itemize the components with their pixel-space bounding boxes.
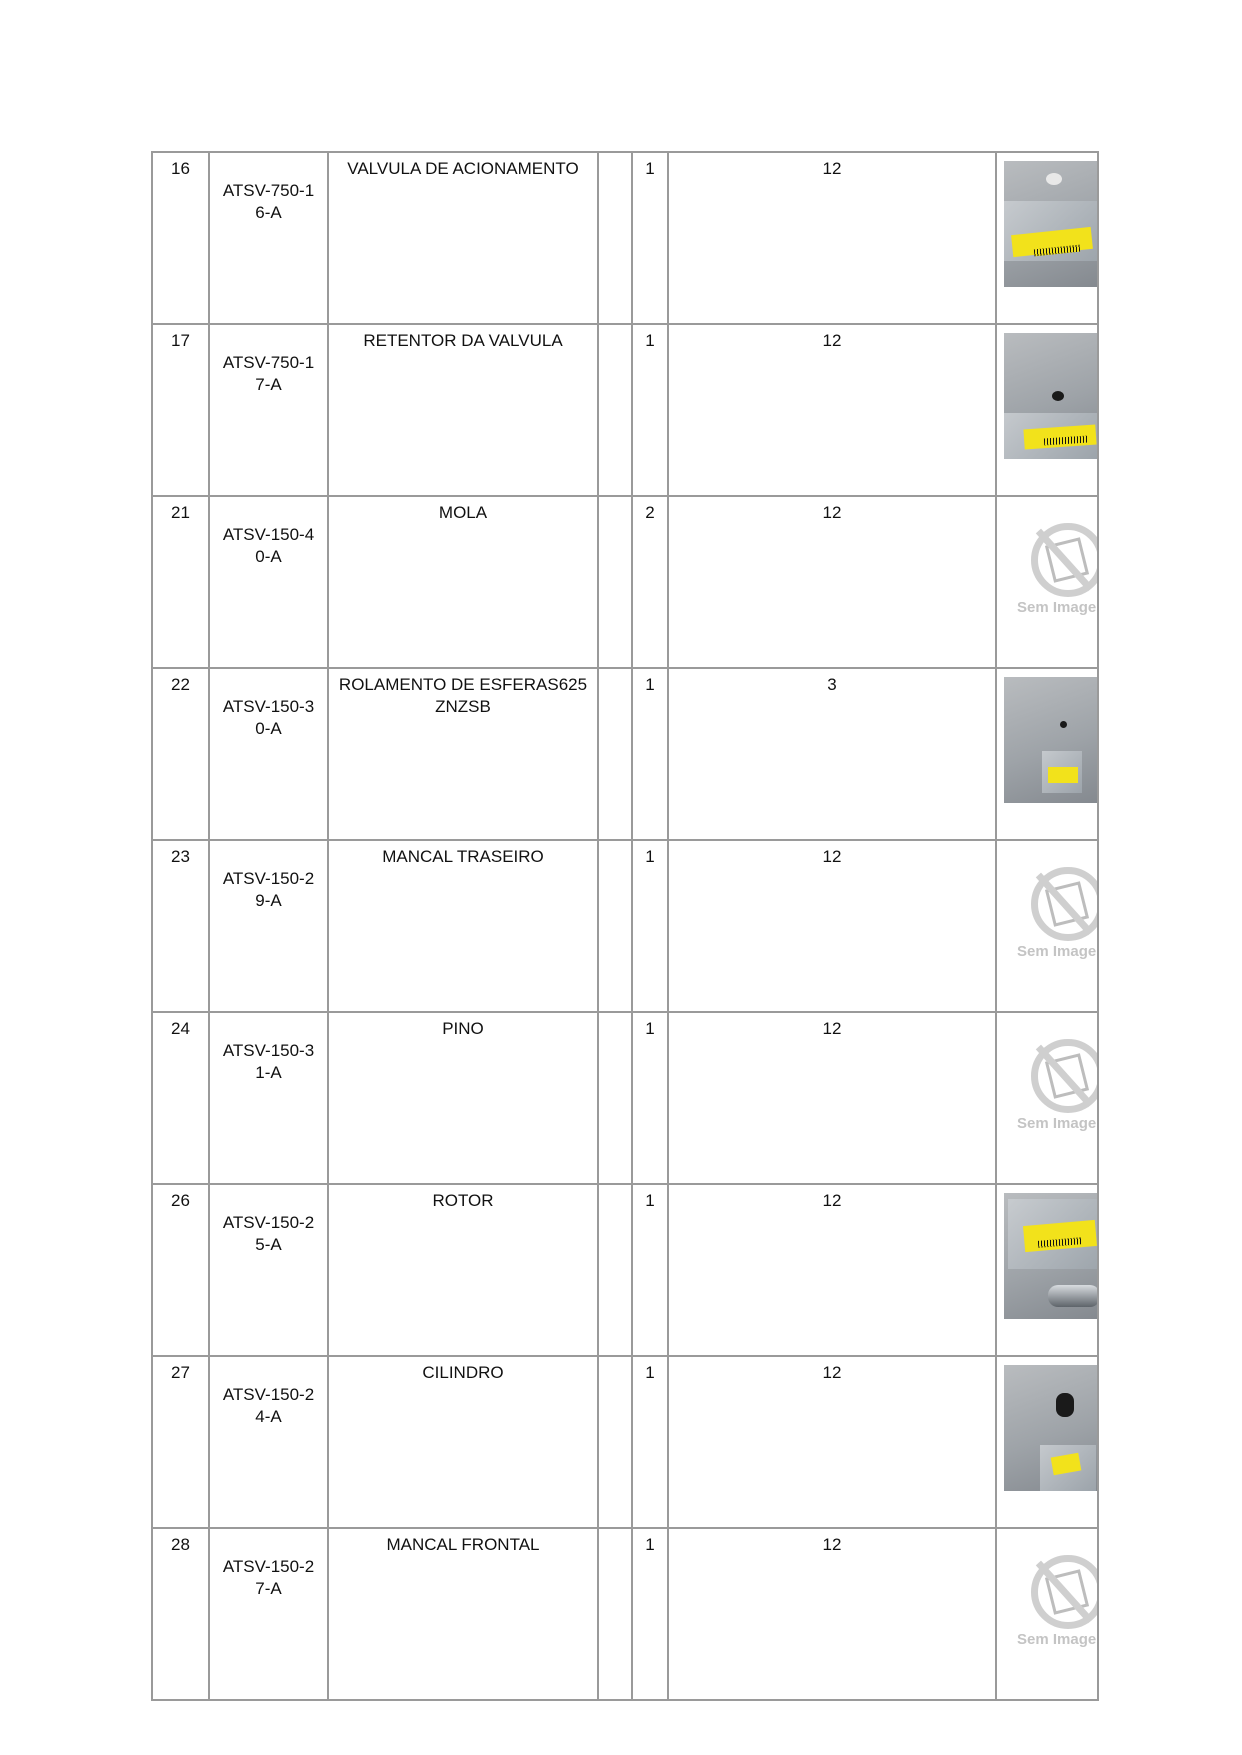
quantity: 1 (645, 331, 655, 350)
part-code-cell (209, 496, 328, 668)
part-code: ATSV-150-29-A (222, 869, 315, 910)
part-code: ATSV-750-16-A (222, 181, 315, 222)
image-cell (996, 1356, 1098, 1528)
amount: 12 (822, 1019, 842, 1038)
amount-cell (668, 1528, 996, 1700)
part-description: MANCAL TRASEIRO (382, 847, 544, 866)
description-cell (328, 1184, 598, 1356)
quantity: 1 (645, 675, 655, 694)
no-image-text: Sem Image (1017, 1631, 1097, 1648)
blank-cell (598, 152, 632, 324)
part-description: ROTOR (432, 1191, 494, 1210)
part-description: RETENTOR DA VALVULA (363, 331, 563, 350)
amount-cell (668, 1356, 996, 1528)
table-row (152, 1528, 1098, 1700)
amount: 12 (822, 847, 842, 866)
description-cell (328, 1528, 598, 1700)
table-row (152, 496, 1098, 668)
description-cell (328, 1356, 598, 1528)
part-description: MOLA (438, 503, 488, 522)
item-number-cell (152, 152, 209, 324)
table-row (152, 840, 1098, 1012)
item-number: 22 (171, 675, 190, 694)
description-cell (328, 496, 598, 668)
quantity: 2 (645, 503, 655, 522)
item-number-cell (152, 668, 209, 840)
amount: 12 (822, 1363, 842, 1382)
part-code-cell (209, 152, 328, 324)
item-number: 17 (171, 331, 190, 350)
quantity-cell (632, 496, 668, 668)
item-number-cell (152, 1184, 209, 1356)
item-number: 23 (171, 847, 190, 866)
part-code: ATSV-150-31-A (222, 1041, 315, 1082)
no-image-text: Sem Image (1017, 599, 1097, 616)
amount-cell (668, 1184, 996, 1356)
quantity-cell (632, 152, 668, 324)
parts-table (151, 151, 1099, 1701)
item-number: 24 (171, 1019, 190, 1038)
item-number-cell (152, 1528, 209, 1700)
quantity-cell (632, 668, 668, 840)
amount: 3 (827, 675, 837, 694)
part-description: ROLAMENTO DE ESFERAS625ZNZSB (338, 675, 588, 716)
item-number-cell (152, 496, 209, 668)
part-code-cell (209, 1012, 328, 1184)
item-number-cell (152, 840, 209, 1012)
item-number: 26 (171, 1191, 190, 1210)
description-cell (328, 668, 598, 840)
blank-cell (598, 496, 632, 668)
quantity-cell (632, 324, 668, 496)
table-row (152, 668, 1098, 840)
part-code: ATSV-150-25-A (222, 1213, 315, 1254)
part-code: ATSV-150-40-A (222, 525, 315, 566)
blank-cell (598, 1356, 632, 1528)
item-number-cell (152, 1356, 209, 1528)
image-cell (996, 840, 1098, 1012)
image-cell (996, 668, 1098, 840)
amount-cell (668, 496, 996, 668)
quantity-cell (632, 1528, 668, 1700)
no-image-placeholder (1017, 523, 1098, 623)
image-cell (996, 1184, 1098, 1356)
blank-cell (598, 1184, 632, 1356)
part-photo (1004, 161, 1098, 287)
quantity: 1 (645, 1019, 655, 1038)
blank-cell (598, 1012, 632, 1184)
part-code: ATSV-750-17-A (222, 353, 315, 394)
image-cell (996, 1012, 1098, 1184)
description-cell (328, 840, 598, 1012)
part-code-cell (209, 1528, 328, 1700)
table-row (152, 324, 1098, 496)
part-photo (1004, 1365, 1098, 1491)
description-cell (328, 324, 598, 496)
quantity-cell (632, 1012, 668, 1184)
part-description: VALVULA DE ACIONAMENTO (347, 159, 579, 178)
part-description: CILINDRO (422, 1363, 504, 1382)
blank-cell (598, 324, 632, 496)
item-number: 16 (171, 159, 190, 178)
part-photo (1004, 333, 1098, 459)
part-code-cell (209, 1356, 328, 1528)
image-cell (996, 324, 1098, 496)
item-number: 21 (171, 503, 190, 522)
part-photo (1004, 677, 1098, 803)
blank-cell (598, 668, 632, 840)
quantity: 1 (645, 159, 655, 178)
image-cell (996, 152, 1098, 324)
amount: 12 (822, 1535, 842, 1554)
part-code: ATSV-150-27-A (222, 1557, 315, 1598)
item-number-cell (152, 324, 209, 496)
quantity-cell (632, 1184, 668, 1356)
amount: 12 (822, 503, 842, 522)
blank-cell (598, 840, 632, 1012)
part-description: PINO (442, 1019, 484, 1038)
table-row (152, 1356, 1098, 1528)
quantity-cell (632, 840, 668, 1012)
part-code-cell (209, 840, 328, 1012)
amount-cell (668, 324, 996, 496)
amount-cell (668, 840, 996, 1012)
no-image-placeholder (1017, 1555, 1098, 1655)
quantity-cell (632, 1356, 668, 1528)
blank-cell (598, 1528, 632, 1700)
quantity: 1 (645, 1363, 655, 1382)
part-description: MANCAL FRONTAL (386, 1535, 540, 1554)
amount-cell (668, 1012, 996, 1184)
no-image-text: Sem Image (1017, 943, 1097, 960)
image-cell (996, 1528, 1098, 1700)
item-number: 28 (171, 1535, 190, 1554)
quantity: 1 (645, 847, 655, 866)
description-cell (328, 152, 598, 324)
part-code: ATSV-150-30-A (222, 697, 315, 738)
amount-cell (668, 152, 996, 324)
parts-table-body (152, 152, 1098, 1700)
part-code: ATSV-150-24-A (222, 1385, 315, 1426)
part-code-cell (209, 668, 328, 840)
parts-sheet (151, 151, 1099, 1701)
amount: 12 (822, 1191, 842, 1210)
no-image-text: Sem Image (1017, 1115, 1097, 1132)
amount: 12 (822, 331, 842, 350)
table-row (152, 1012, 1098, 1184)
quantity: 1 (645, 1191, 655, 1210)
image-cell (996, 496, 1098, 668)
amount-cell (668, 668, 996, 840)
part-photo (1004, 1193, 1098, 1319)
item-number: 27 (171, 1363, 190, 1382)
no-image-placeholder (1017, 867, 1098, 967)
table-row (152, 152, 1098, 324)
table-row (152, 1184, 1098, 1356)
description-cell (328, 1012, 598, 1184)
part-code-cell (209, 1184, 328, 1356)
item-number-cell (152, 1012, 209, 1184)
amount: 12 (822, 159, 842, 178)
part-code-cell (209, 324, 328, 496)
no-image-placeholder (1017, 1039, 1098, 1139)
quantity: 1 (645, 1535, 655, 1554)
